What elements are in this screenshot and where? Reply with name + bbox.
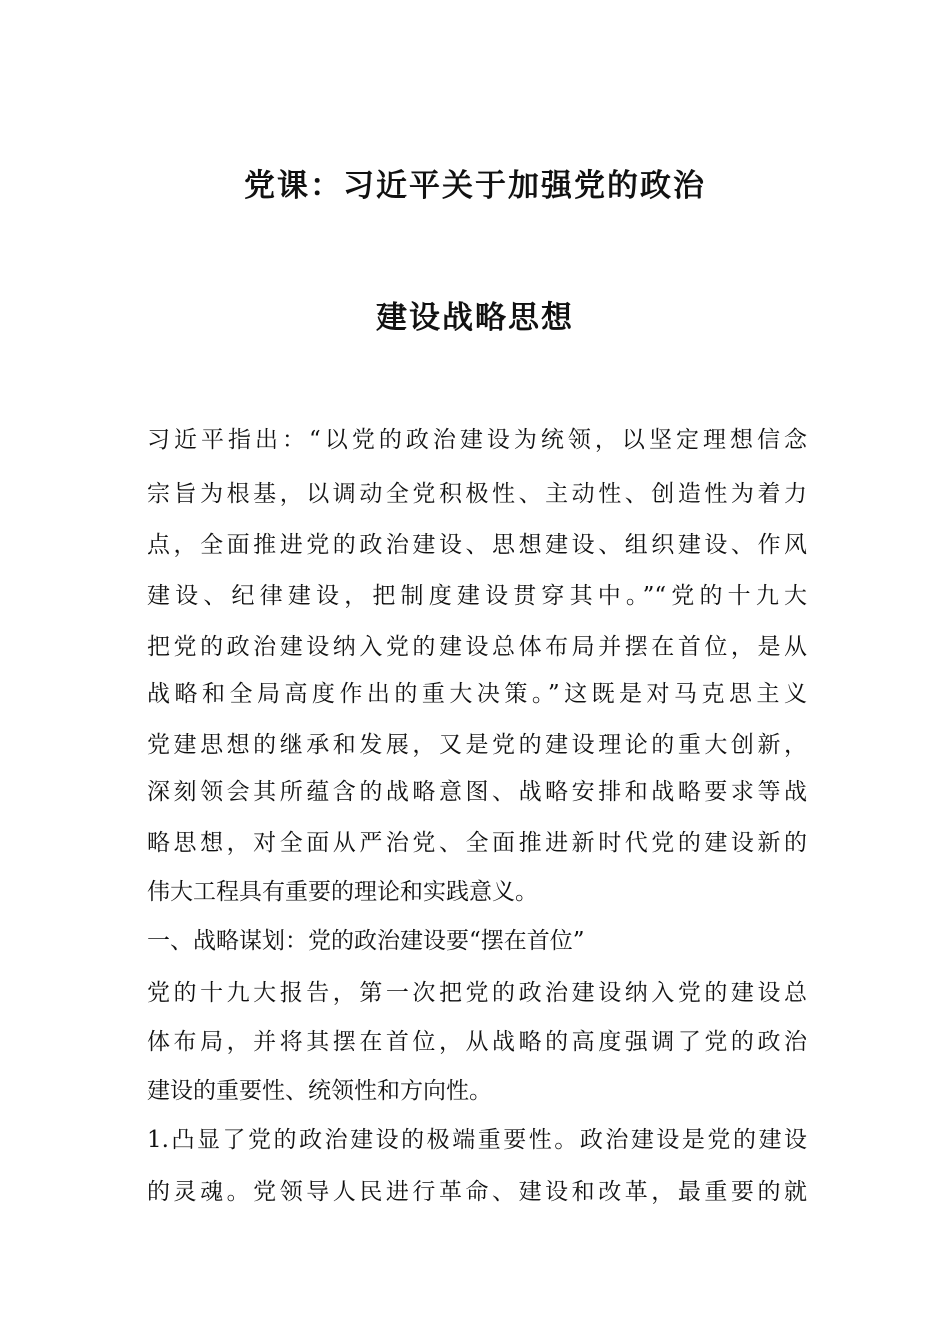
paragraph-line: 宗旨为根基，以调动全党积极性、主动性、创造性为着力 (147, 481, 807, 507)
section-heading: 一、战略谋划：党的政治建设要“摆在首位” (147, 928, 585, 954)
document-title-line-1: 党课：习近平关于加强党的政治 (244, 168, 706, 204)
paragraph-line: 1.凸显了党的政治建设的极端重要性。政治建设是党的建设 (147, 1127, 807, 1153)
paragraph-line: 战略和全局高度作出的重大决策。”这既是对马克思主义 (147, 681, 807, 707)
paragraph-line: 深刻领会其所蕴含的战略意图、战略安排和战略要求等战 (147, 779, 807, 805)
paragraph-line: 习近平指出：“以党的政治建设为统领，以坚定理想信念 (147, 427, 807, 453)
paragraph-line: 把党的政治建设纳入党的建设总体布局并摆在首位，是从 (147, 634, 807, 660)
paragraph-line: 建设、纪律建设，把制度建设贯穿其中。”“党的十九大 (147, 583, 807, 609)
paragraph-line: 体布局，并将其摆在首位，从战略的高度强调了党的政治 (147, 1029, 807, 1055)
paragraph-line: 点，全面推进党的政治建设、思想建设、组织建设、作风 (147, 532, 807, 558)
paragraph-line: 党建思想的继承和发展，又是党的建设理论的重大创新， (147, 732, 807, 758)
paragraph-line: 略思想，对全面从严治党、全面推进新时代党的建设新的 (147, 830, 807, 856)
paragraph-line: 的灵魂。党领导人民进行革命、建设和改革，最重要的就 (147, 1179, 807, 1205)
paragraph-line: 伟大工程具有重要的理论和实践意义。 (147, 879, 538, 905)
paragraph-line: 建设的重要性、统领性和方向性。 (147, 1078, 492, 1104)
document-title-line-2: 建设战略思想 (376, 300, 574, 336)
paragraph-line: 党的十九大报告，第一次把党的政治建设纳入党的建设总 (147, 980, 807, 1006)
